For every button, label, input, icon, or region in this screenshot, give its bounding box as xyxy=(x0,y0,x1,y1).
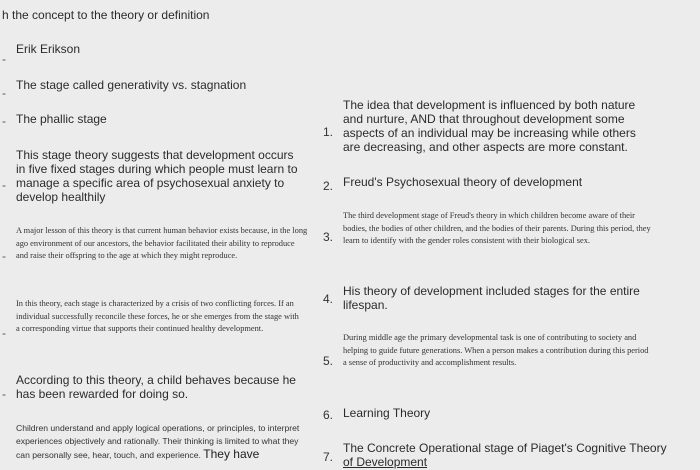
concept-text: In this theory, each stage is characterized by a crisis of two conflicting forces. If an individual successfully reconcile these forces, he or she emerges from the stage with a corresponding virtue that supports their continued healthy development. xyxy=(16,299,299,333)
answer-dash[interactable]: - xyxy=(2,326,6,340)
definition-number: 7. xyxy=(323,450,334,464)
concept-text: According to this theory, a child behaves because he has been rewarded for doing so. xyxy=(16,373,296,401)
answer-dash[interactable]: - xyxy=(2,114,6,128)
concept-text: The stage called generativity vs. stagnation xyxy=(16,78,247,92)
definition-text: The third development stage of Freud's theory in which children become aware of their bodies, the bodies of other children, and the bodies of their parents. During this period, they learn to identify with the gender roles consistent with their biological sex. xyxy=(343,211,651,245)
concept-text: A major lesson of this theory is that current human behavior exists because, in the long ago environment of our ancestors, the behavior facilitated their ability to reproduce and raise their offspring to the age at which they might reproduce. xyxy=(16,226,308,260)
definition-text: The idea that development is influenced by both nature and nurture, AND that throughout development some aspects of an individual may be increasing while others are decreasing, and other aspects are more constant. xyxy=(343,98,636,154)
answer-dash[interactable]: - xyxy=(2,178,6,192)
answer-dash[interactable]: - xyxy=(2,249,6,263)
definition-text: His theory of development included stages for the entire lifespan. xyxy=(343,284,640,312)
definition-number: 2. xyxy=(323,179,334,193)
definition-text: Freud's Psychosexual theory of development xyxy=(343,175,583,189)
concept-text-tail: They have xyxy=(203,447,260,461)
definition-text-line2: of Development xyxy=(343,455,428,469)
definition-text xyxy=(343,441,673,469)
definition-number: 4. xyxy=(323,292,334,306)
definition-number: 5. xyxy=(323,354,334,368)
concept-text: Erik Erikson xyxy=(16,42,81,56)
answer-dash[interactable]: - xyxy=(2,86,6,100)
concept-text xyxy=(16,422,314,462)
definition-text: Learning Theory xyxy=(343,406,431,420)
concept-text-main: Children understand and apply logical operations, or principles, to interpret experiences objectively and rationally. Their thinking is limited to what they can personally see, hear, touch, and experience. xyxy=(16,423,300,460)
definition-number: 6. xyxy=(323,408,334,422)
answer-dash[interactable]: - xyxy=(2,52,6,66)
page-title: h the concept to the theory or definition xyxy=(2,8,210,22)
definition-text-line1: The Concrete Operational stage of Piaget's Cognitive Theory xyxy=(343,441,667,455)
concept-text: The phallic stage xyxy=(16,112,107,126)
definition-number: 1. xyxy=(323,125,334,139)
answer-dash[interactable]: - xyxy=(2,387,6,401)
definition-text: During middle age the primary developmental task is one of contributing to society and helping to guide future generations. When a person makes a contribution during this period a sense of productivity and accomplishment results. xyxy=(343,333,649,367)
concept-text: This stage theory suggests that development occurs in five fixed stages during which people must learn to manage a specific area of psychosexual anxiety to develop healthily xyxy=(16,148,298,204)
definition-number: 3. xyxy=(323,230,334,244)
